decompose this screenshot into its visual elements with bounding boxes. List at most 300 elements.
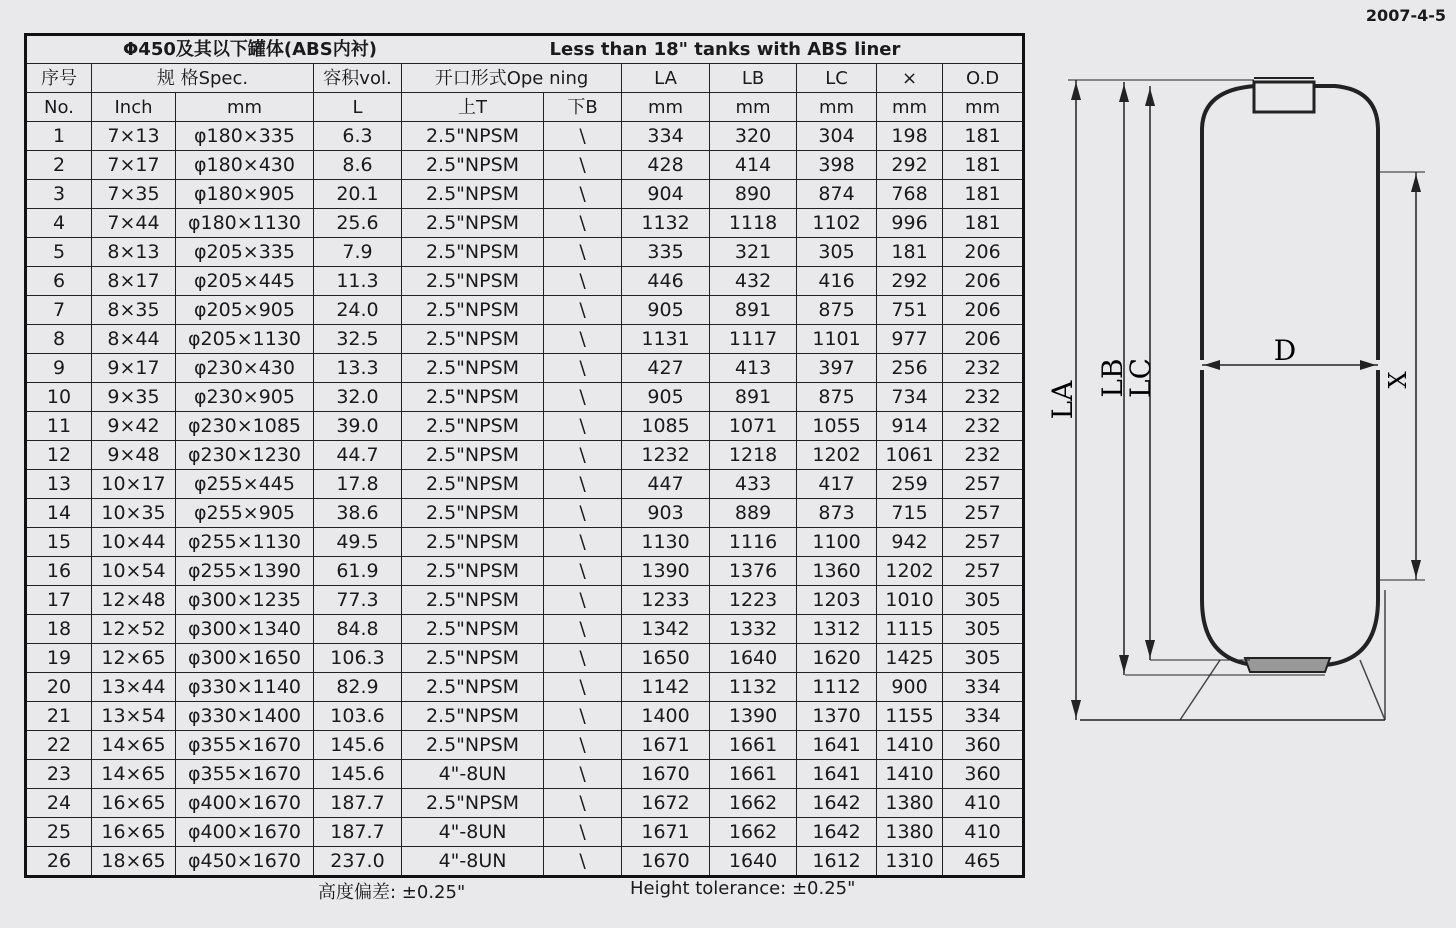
cell-no: 23: [26, 760, 92, 789]
cell-x: 181: [877, 238, 943, 267]
cell-la: 905: [622, 296, 710, 325]
cell-la: 905: [622, 383, 710, 412]
header-la: LA: [622, 64, 710, 93]
cell-bottom-opening: \: [544, 847, 622, 877]
header-spec-mm: mm: [176, 93, 314, 122]
cell-spec-mm: φ330×1140: [176, 673, 314, 702]
cell-bottom-opening: \: [544, 267, 622, 296]
cell-top-opening: 2.5"NPSM: [402, 441, 544, 470]
cell-bottom-opening: \: [544, 818, 622, 847]
cell-lc: 874: [797, 180, 877, 209]
cell-inch: 12×48: [92, 586, 176, 615]
cell-la: 1650: [622, 644, 710, 673]
cell-no: 5: [26, 238, 92, 267]
header-od-mm: mm: [943, 93, 1024, 122]
tolerance-en: Height tolerance: ±0.25": [630, 878, 856, 899]
cell-top-opening: 2.5"NPSM: [402, 470, 544, 499]
cell-bottom-opening: \: [544, 151, 622, 180]
cell-spec-mm: φ180×1130: [176, 209, 314, 238]
cell-spec-mm: φ205×445: [176, 267, 314, 296]
cell-top-opening: 2.5"NPSM: [402, 238, 544, 267]
cell-spec-mm: φ205×1130: [176, 325, 314, 354]
cell-x: 292: [877, 151, 943, 180]
cell-la: 1131: [622, 325, 710, 354]
cell-top-opening: 2.5"NPSM: [402, 383, 544, 412]
cell-spec-mm: φ255×905: [176, 499, 314, 528]
header-row-1: [26, 64, 1024, 93]
cell-volume: 8.6: [314, 151, 402, 180]
cell-bottom-opening: \: [544, 122, 622, 151]
cell-lc: 1360: [797, 557, 877, 586]
cell-la: 903: [622, 499, 710, 528]
cell-inch: 8×44: [92, 325, 176, 354]
cell-bottom-opening: \: [544, 702, 622, 731]
cell-no: 8: [26, 325, 92, 354]
label-x: X: [1384, 371, 1412, 389]
cell-x: 259: [877, 470, 943, 499]
header-x: ×: [877, 64, 943, 93]
dim-lb-arrow-bottom: [1119, 655, 1129, 673]
table-row: [26, 760, 1024, 789]
header-x-mm: mm: [877, 93, 943, 122]
cell-spec-mm: φ400×1670: [176, 818, 314, 847]
cell-lc: 1055: [797, 412, 877, 441]
cell-lb: 321: [710, 238, 797, 267]
cell-lb: 1218: [710, 441, 797, 470]
tank-lower-body: [1202, 370, 1378, 665]
cell-inch: 14×65: [92, 760, 176, 789]
table-row: [26, 441, 1024, 470]
cell-od: 257: [943, 470, 1024, 499]
cell-inch: 12×52: [92, 615, 176, 644]
cell-inch: 18×65: [92, 847, 176, 877]
cell-x: 996: [877, 209, 943, 238]
cell-inch: 10×54: [92, 557, 176, 586]
cell-od: 360: [943, 760, 1024, 789]
cell-od: 181: [943, 122, 1024, 151]
dim-x-arrow-top: [1411, 174, 1421, 192]
cell-x: 1115: [877, 615, 943, 644]
header-od: O.D: [943, 64, 1024, 93]
cell-od: 410: [943, 789, 1024, 818]
cell-x: 1410: [877, 760, 943, 789]
tolerance-cn: 高度偏差: ±0.25": [318, 882, 466, 903]
header-la-mm: mm: [622, 93, 710, 122]
cell-inch: 9×17: [92, 354, 176, 383]
cell-x: 256: [877, 354, 943, 383]
cell-inch: 7×17: [92, 151, 176, 180]
cell-bottom-opening: \: [544, 673, 622, 702]
cell-spec-mm: φ230×430: [176, 354, 314, 383]
cell-top-opening: 4"-8UN: [402, 847, 544, 877]
header-bottom: 下B: [544, 93, 622, 122]
table-row: [26, 122, 1024, 151]
cell-lb: 889: [710, 499, 797, 528]
cell-od: 360: [943, 731, 1024, 760]
cell-top-opening: 2.5"NPSM: [402, 151, 544, 180]
cell-od: 465: [943, 847, 1024, 877]
cell-top-opening: 2.5"NPSM: [402, 325, 544, 354]
cell-top-opening: 2.5"NPSM: [402, 615, 544, 644]
cell-top-opening: 2.5"NPSM: [402, 122, 544, 151]
cell-volume: 32.5: [314, 325, 402, 354]
cell-no: 10: [26, 383, 92, 412]
cell-no: 12: [26, 441, 92, 470]
cell-od: 206: [943, 238, 1024, 267]
tank-spec-table: [24, 33, 1025, 878]
cell-od: 232: [943, 383, 1024, 412]
cell-od: 232: [943, 354, 1024, 383]
cell-inch: 8×35: [92, 296, 176, 325]
header-lb: LB: [710, 64, 797, 93]
cell-x: 734: [877, 383, 943, 412]
table-row: [26, 789, 1024, 818]
cell-inch: 10×44: [92, 528, 176, 557]
cell-inch: 14×65: [92, 731, 176, 760]
cell-no: 20: [26, 673, 92, 702]
table-row: [26, 818, 1024, 847]
cell-volume: 24.0: [314, 296, 402, 325]
cell-lc: 1112: [797, 673, 877, 702]
cell-no: 21: [26, 702, 92, 731]
cell-inch: 16×65: [92, 818, 176, 847]
label-lb: LB: [1096, 358, 1129, 398]
cell-lc: 417: [797, 470, 877, 499]
cell-spec-mm: φ205×335: [176, 238, 314, 267]
cell-top-opening: 2.5"NPSM: [402, 789, 544, 818]
cell-top-opening: 2.5"NPSM: [402, 557, 544, 586]
cell-bottom-opening: \: [544, 325, 622, 354]
cell-inch: 9×42: [92, 412, 176, 441]
header-no-en: No.: [26, 93, 92, 122]
cell-volume: 25.6: [314, 209, 402, 238]
title-cn: Φ450及其以下罐体(ABS内衬): [26, 35, 544, 64]
cell-lb: 1640: [710, 847, 797, 877]
cell-spec-mm: φ330×1400: [176, 702, 314, 731]
cell-lc: 305: [797, 238, 877, 267]
cell-volume: 77.3: [314, 586, 402, 615]
cell-no: 17: [26, 586, 92, 615]
cell-spec-mm: φ180×905: [176, 180, 314, 209]
cell-lc: 1641: [797, 731, 877, 760]
cell-la: 1670: [622, 847, 710, 877]
cell-lb: 414: [710, 151, 797, 180]
cell-lb: 1071: [710, 412, 797, 441]
cell-volume: 187.7: [314, 818, 402, 847]
cell-inch: 10×17: [92, 470, 176, 499]
label-lc: LC: [1124, 357, 1157, 399]
cell-bottom-opening: \: [544, 470, 622, 499]
cell-od: 181: [943, 180, 1024, 209]
cell-lb: 1661: [710, 731, 797, 760]
cell-lc: 1642: [797, 818, 877, 847]
cell-lb: 1662: [710, 789, 797, 818]
cell-lc: 1620: [797, 644, 877, 673]
table-row: [26, 354, 1024, 383]
header-lb-mm: mm: [710, 93, 797, 122]
cell-volume: 145.6: [314, 731, 402, 760]
cell-lc: 1100: [797, 528, 877, 557]
cell-spec-mm: φ355×1670: [176, 731, 314, 760]
cell-lb: 1640: [710, 644, 797, 673]
cell-lc: 1641: [797, 760, 877, 789]
cell-la: 1132: [622, 209, 710, 238]
table-title-row: [26, 35, 1024, 64]
cell-od: 257: [943, 528, 1024, 557]
cell-volume: 7.9: [314, 238, 402, 267]
cell-x: 1425: [877, 644, 943, 673]
header-opening: 开口形式Ope ning: [402, 64, 622, 93]
cell-od: 181: [943, 151, 1024, 180]
cell-lb: 1132: [710, 673, 797, 702]
cell-od: 257: [943, 499, 1024, 528]
table-row: [26, 238, 1024, 267]
cell-la: 1233: [622, 586, 710, 615]
cell-lb: 891: [710, 383, 797, 412]
cell-la: 1671: [622, 818, 710, 847]
cell-x: 715: [877, 499, 943, 528]
table-body: [26, 122, 1024, 877]
cell-lb: 1390: [710, 702, 797, 731]
cell-lc: 875: [797, 296, 877, 325]
cell-la: 428: [622, 151, 710, 180]
tank-base-ring: [1245, 658, 1330, 672]
cell-x: 1010: [877, 586, 943, 615]
cell-bottom-opening: \: [544, 644, 622, 673]
cell-lc: 398: [797, 151, 877, 180]
cell-bottom-opening: \: [544, 296, 622, 325]
cell-od: 305: [943, 586, 1024, 615]
cell-x: 1310: [877, 847, 943, 877]
cell-no: 14: [26, 499, 92, 528]
cell-x: 1061: [877, 441, 943, 470]
cell-od: 305: [943, 644, 1024, 673]
cell-volume: 82.9: [314, 673, 402, 702]
cell-inch: 12×65: [92, 644, 176, 673]
header-lc-mm: mm: [797, 93, 877, 122]
cell-lb: 320: [710, 122, 797, 151]
document-date: 2007-4-5: [1365, 6, 1446, 25]
table-row: [26, 209, 1024, 238]
cell-inch: 10×35: [92, 499, 176, 528]
cell-bottom-opening: \: [544, 383, 622, 412]
cell-lc: 416: [797, 267, 877, 296]
cell-lb: 432: [710, 267, 797, 296]
header-no-cn: 序号: [26, 64, 92, 93]
dim-lc-arrow-top: [1145, 88, 1155, 106]
dim-la-arrow-top: [1071, 82, 1081, 100]
dim-lb-arrow-top: [1119, 84, 1129, 102]
cell-inch: 7×44: [92, 209, 176, 238]
table-row: [26, 731, 1024, 760]
tank-drawing: [1040, 60, 1430, 740]
cell-od: 305: [943, 615, 1024, 644]
table-row: [26, 644, 1024, 673]
title-en: Less than 18" tanks with ABS liner: [544, 35, 1024, 64]
cell-spec-mm: φ255×1390: [176, 557, 314, 586]
cell-od: 334: [943, 673, 1024, 702]
table-row: [26, 151, 1024, 180]
dim-la-arrow-bottom: [1071, 700, 1081, 718]
cell-lb: 890: [710, 180, 797, 209]
cell-volume: 20.1: [314, 180, 402, 209]
cell-spec-mm: φ255×445: [176, 470, 314, 499]
cell-od: 206: [943, 325, 1024, 354]
cell-bottom-opening: \: [544, 615, 622, 644]
cell-bottom-opening: \: [544, 789, 622, 818]
cell-lc: 1370: [797, 702, 877, 731]
cell-spec-mm: φ400×1670: [176, 789, 314, 818]
cell-x: 751: [877, 296, 943, 325]
dim-x-arrow-bottom: [1411, 560, 1421, 578]
cell-spec-mm: φ300×1650: [176, 644, 314, 673]
cell-spec-mm: φ180×430: [176, 151, 314, 180]
cell-top-opening: 2.5"NPSM: [402, 702, 544, 731]
table-row: [26, 499, 1024, 528]
cell-volume: 237.0: [314, 847, 402, 877]
cell-inch: 9×35: [92, 383, 176, 412]
cell-top-opening: 2.5"NPSM: [402, 412, 544, 441]
cell-la: 1672: [622, 789, 710, 818]
cell-bottom-opening: \: [544, 412, 622, 441]
cell-x: 292: [877, 267, 943, 296]
cell-top-opening: 2.5"NPSM: [402, 586, 544, 615]
cell-inch: 8×13: [92, 238, 176, 267]
cell-volume: 39.0: [314, 412, 402, 441]
cell-lb: 433: [710, 470, 797, 499]
cell-la: 1342: [622, 615, 710, 644]
cell-top-opening: 2.5"NPSM: [402, 673, 544, 702]
cell-top-opening: 4"-8UN: [402, 818, 544, 847]
cell-x: 1380: [877, 818, 943, 847]
cell-spec-mm: φ300×1235: [176, 586, 314, 615]
cell-la: 447: [622, 470, 710, 499]
cell-bottom-opening: \: [544, 441, 622, 470]
table-row: [26, 847, 1024, 877]
cell-top-opening: 2.5"NPSM: [402, 354, 544, 383]
cell-spec-mm: φ300×1340: [176, 615, 314, 644]
cell-spec-mm: φ230×1230: [176, 441, 314, 470]
cell-bottom-opening: \: [544, 557, 622, 586]
cell-la: 427: [622, 354, 710, 383]
cell-lb: 891: [710, 296, 797, 325]
header-vol-unit: L: [314, 93, 402, 122]
cell-volume: 13.3: [314, 354, 402, 383]
cell-spec-mm: φ205×905: [176, 296, 314, 325]
cell-lb: 1117: [710, 325, 797, 354]
cell-bottom-opening: \: [544, 238, 622, 267]
cell-inch: 9×48: [92, 441, 176, 470]
cell-volume: 17.8: [314, 470, 402, 499]
cell-no: 18: [26, 615, 92, 644]
table-row: [26, 528, 1024, 557]
cell-la: 1130: [622, 528, 710, 557]
label-la: LA: [1046, 380, 1079, 420]
cell-no: 9: [26, 354, 92, 383]
cell-la: 334: [622, 122, 710, 151]
cell-volume: 84.8: [314, 615, 402, 644]
cell-x: 198: [877, 122, 943, 151]
cell-volume: 187.7: [314, 789, 402, 818]
table-row: [26, 615, 1024, 644]
cell-lc: 1101: [797, 325, 877, 354]
cell-x: 1202: [877, 557, 943, 586]
cell-top-opening: 2.5"NPSM: [402, 296, 544, 325]
cell-od: 232: [943, 441, 1024, 470]
cell-inch: 16×65: [92, 789, 176, 818]
cell-top-opening: 2.5"NPSM: [402, 731, 544, 760]
cell-lc: 397: [797, 354, 877, 383]
cell-la: 904: [622, 180, 710, 209]
cell-bottom-opening: \: [544, 731, 622, 760]
cell-od: 232: [943, 412, 1024, 441]
cell-la: 1232: [622, 441, 710, 470]
tank-top-port: [1254, 82, 1314, 112]
table-row: [26, 180, 1024, 209]
cell-no: 11: [26, 412, 92, 441]
cell-x: 768: [877, 180, 943, 209]
cell-inch: 13×54: [92, 702, 176, 731]
cell-spec-mm: φ355×1670: [176, 760, 314, 789]
cell-no: 13: [26, 470, 92, 499]
cell-lb: 1223: [710, 586, 797, 615]
cell-top-opening: 2.5"NPSM: [402, 528, 544, 557]
cell-bottom-opening: \: [544, 180, 622, 209]
cell-lc: 1203: [797, 586, 877, 615]
header-lc: LC: [797, 64, 877, 93]
cell-volume: 11.3: [314, 267, 402, 296]
table-row: [26, 673, 1024, 702]
cell-spec-mm: φ450×1670: [176, 847, 314, 877]
cell-x: 977: [877, 325, 943, 354]
cell-od: 206: [943, 267, 1024, 296]
cell-bottom-opening: \: [544, 760, 622, 789]
header-top: 上T: [402, 93, 544, 122]
cell-lc: 1202: [797, 441, 877, 470]
dim-d-arrow-left: [1204, 360, 1220, 370]
cell-top-opening: 2.5"NPSM: [402, 267, 544, 296]
cell-od: 410: [943, 818, 1024, 847]
dim-lc-arrow-bottom: [1145, 640, 1155, 658]
cell-la: 1671: [622, 731, 710, 760]
header-spec: 规 格Spec.: [92, 64, 314, 93]
cell-x: 914: [877, 412, 943, 441]
cell-top-opening: 2.5"NPSM: [402, 180, 544, 209]
cell-bottom-opening: \: [544, 586, 622, 615]
cell-spec-mm: φ230×1085: [176, 412, 314, 441]
cell-la: 1670: [622, 760, 710, 789]
cell-lb: 1118: [710, 209, 797, 238]
cell-volume: 32.0: [314, 383, 402, 412]
cell-inch: 7×13: [92, 122, 176, 151]
cell-x: 1410: [877, 731, 943, 760]
cell-bottom-opening: \: [544, 499, 622, 528]
cell-lc: 875: [797, 383, 877, 412]
cell-no: 26: [26, 847, 92, 877]
cell-volume: 6.3: [314, 122, 402, 151]
cell-lb: 1332: [710, 615, 797, 644]
cell-volume: 38.6: [314, 499, 402, 528]
table-row: [26, 383, 1024, 412]
cell-lb: 1376: [710, 557, 797, 586]
cell-lc: 1312: [797, 615, 877, 644]
tank-upper-body: [1202, 86, 1378, 360]
table-row: [26, 267, 1024, 296]
cell-no: 24: [26, 789, 92, 818]
cell-x: 942: [877, 528, 943, 557]
cell-lc: 1102: [797, 209, 877, 238]
cell-lb: 1116: [710, 528, 797, 557]
